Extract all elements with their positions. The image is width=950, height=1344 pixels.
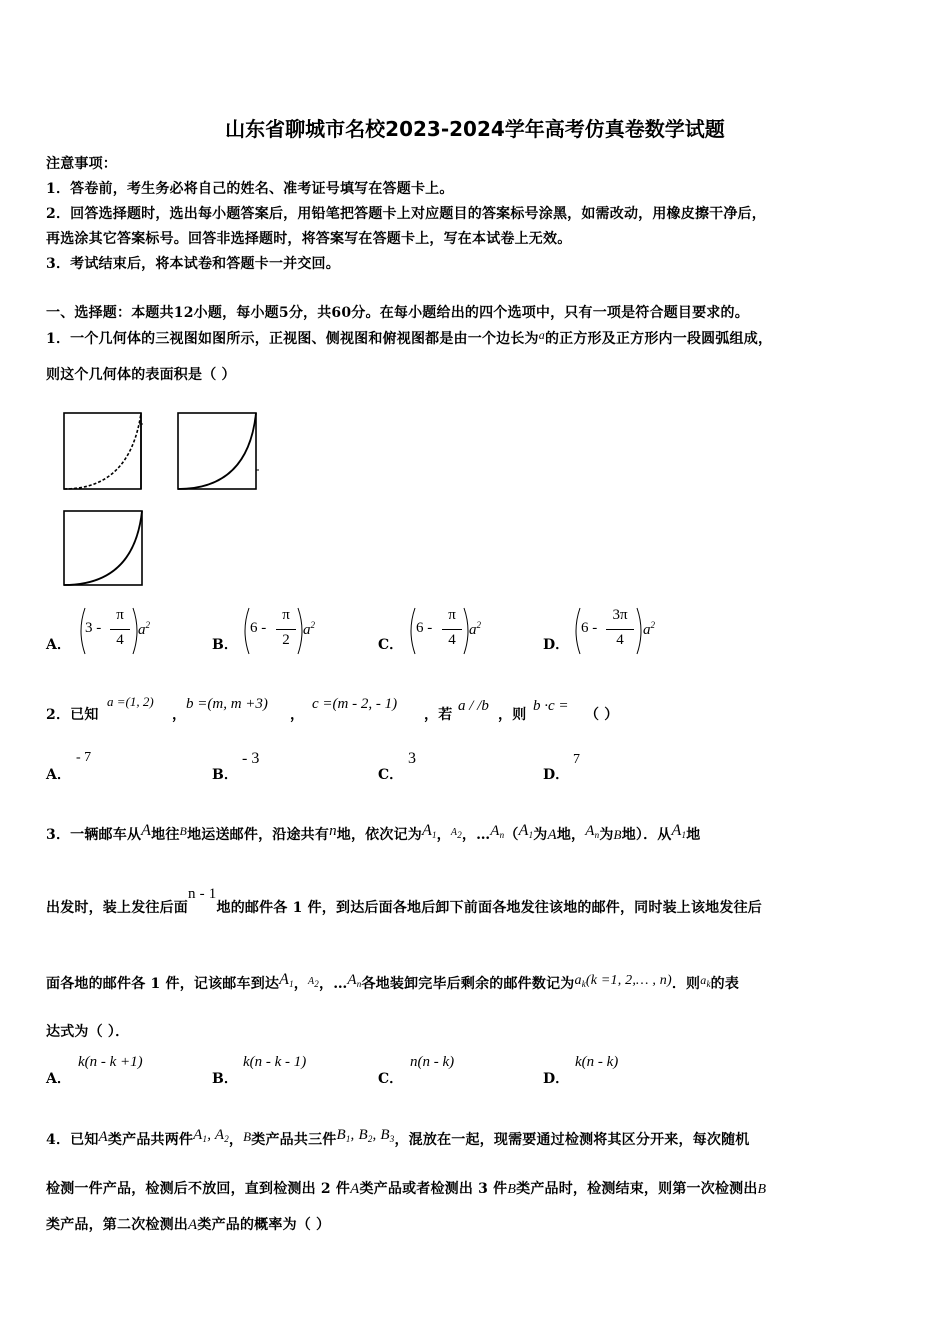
q3-line3: 面各地的邮件各 1 件，记该邮车到达$A_1$，$^{A2}$，$\dots A_n$各地装卸完毕后剩余的邮件数记为$a_k(k =1$, 2,… , n)．则$a_k$的表 <box>46 971 740 992</box>
frac-den: 4 <box>616 632 624 648</box>
option-label: A． <box>46 767 71 783</box>
option-label: C． <box>378 767 404 783</box>
option-label: C． <box>378 637 404 653</box>
frac-den: 4 <box>448 632 456 648</box>
notice-item-2-cont: 再选涂其它答案标号。回答非选择题时，将答案写在答题卡上，写在本试卷上无效。 <box>46 231 572 247</box>
q4-line2: 检测一件产品，检测后不放回，直到检测出 2 件A类产品或者检测出 3 件B类产品时，检测结束，则第一次检测出B <box>46 1181 767 1197</box>
option-value: - 7 <box>76 750 92 765</box>
three-view-figure <box>60 410 270 590</box>
frac-den: 4 <box>116 632 124 648</box>
top-view <box>64 511 142 585</box>
q3-line1: 3．一辆邮车从A地往B地运送邮件，沿途共有n地，依次记为$A_1$，$^{A2}$，$\dots A_n(A_1$为A地，$A_n$为B地）．从$A_1$地 <box>46 822 701 843</box>
q2-prefix: 2．已知 <box>46 707 99 723</box>
notice-item-1: 1．答卷前，考生务必将自己的姓名、准考证号填写在答题卡上。 <box>46 181 454 197</box>
option-whole: 6 - <box>581 620 598 636</box>
option-value: 3 <box>408 750 416 767</box>
q2-vector-b: b =(m, m +3) <box>186 696 268 712</box>
frac-den: 2 <box>282 632 290 648</box>
option-label: B． <box>212 767 238 783</box>
a-squared: $a^2$ <box>643 620 655 638</box>
notice-item-3: 3．考试结束后，将本试卷和答题卡一并交回。 <box>46 256 340 272</box>
option-label: C． <box>378 1071 404 1087</box>
option-label: D． <box>543 767 570 783</box>
option-value: k(n - k) <box>575 1054 619 1070</box>
option-value: k(n - k - 1) <box>243 1054 307 1070</box>
frac-bar <box>606 629 634 630</box>
q2-expression: b ·c = <box>533 698 569 714</box>
q4-line3: 类产品，第二次检测出A类产品的概率为（ ） <box>46 1217 331 1233</box>
q2-comma-1: ， <box>172 707 187 723</box>
option-label: A． <box>46 1071 71 1087</box>
notice-item-2: 2．回答选择题时，选出每小题答案后，用铅笔把答题卡上对应题目的答案标号涂黑，如需改动，用橡皮擦干净后， <box>46 206 766 222</box>
a-squared: $a^2$ <box>303 620 315 638</box>
q4-line1: 4．已知A类产品共两件$A_1$, $A_2$，B类产品共三件$B_1$, $B_2$, $B_3$，混放在一起，现需要通过检测将其区分开来，每次随机 <box>46 1127 750 1148</box>
q2-condition: a / /b <box>458 698 489 714</box>
q3-line4: 达式为（ ）． <box>46 1024 130 1040</box>
frac-num: π <box>282 607 290 623</box>
q2-answer-paren: （ ） <box>585 707 619 723</box>
q1-line1: 1．一个几何体的三视图如图所示，正视图、侧视图和俯视图都是由一个边长为a的正方形及正方形内一段圆弧组成， <box>46 328 773 347</box>
q3-line2: 出发时，装上发往后面n - 1地的邮件各 1 件，到达后面各地后卸下前面各地发往该地的邮件，同时装上该地发往后 <box>46 886 762 916</box>
option-whole: 6 - <box>250 620 267 636</box>
option-value: n(n - k) <box>410 1054 455 1070</box>
q2-cond-prefix: ，若 <box>424 707 453 723</box>
frac-num: π <box>448 607 456 623</box>
a-squared: $a^2$ <box>469 620 481 638</box>
q1-line2: 则这个几何体的表面积是（ ） <box>46 367 236 383</box>
option-label: D． <box>543 1071 570 1087</box>
a-squared: $a^2$ <box>138 620 150 638</box>
option-label: A． <box>46 637 71 653</box>
frac-num: π <box>116 607 124 623</box>
frac-bar <box>110 629 130 630</box>
option-whole: 3 - <box>85 620 102 636</box>
frac-num: 3π <box>612 607 628 623</box>
section-heading: 一、选择题：本题共12小题，每小题5分，共60分。在每小题给出的四个选项中，只有一项是符合题目要求的。 <box>46 305 749 321</box>
page-title: 山东省聊城市名校2023-2024学年高考仿真卷数学试题 <box>225 117 725 141</box>
option-label: D． <box>543 637 570 653</box>
option-value: k(n - k +1) <box>78 1054 143 1070</box>
side-view <box>178 413 259 489</box>
option-value: - 3 <box>242 750 260 767</box>
q2-then: ，则 <box>498 707 527 723</box>
q2-comma-2: ， <box>290 707 305 723</box>
front-view <box>64 413 143 489</box>
option-value: 7 <box>573 752 580 767</box>
option-label: B． <box>212 1071 238 1087</box>
q2-vector-a: a =(1, 2) <box>107 694 154 709</box>
q2-vector-c: c =(m - 2, - 1) <box>312 696 398 712</box>
option-label: B． <box>212 637 238 653</box>
notice-heading: 注意事项： <box>46 156 117 172</box>
option-whole: 6 - <box>416 620 433 636</box>
